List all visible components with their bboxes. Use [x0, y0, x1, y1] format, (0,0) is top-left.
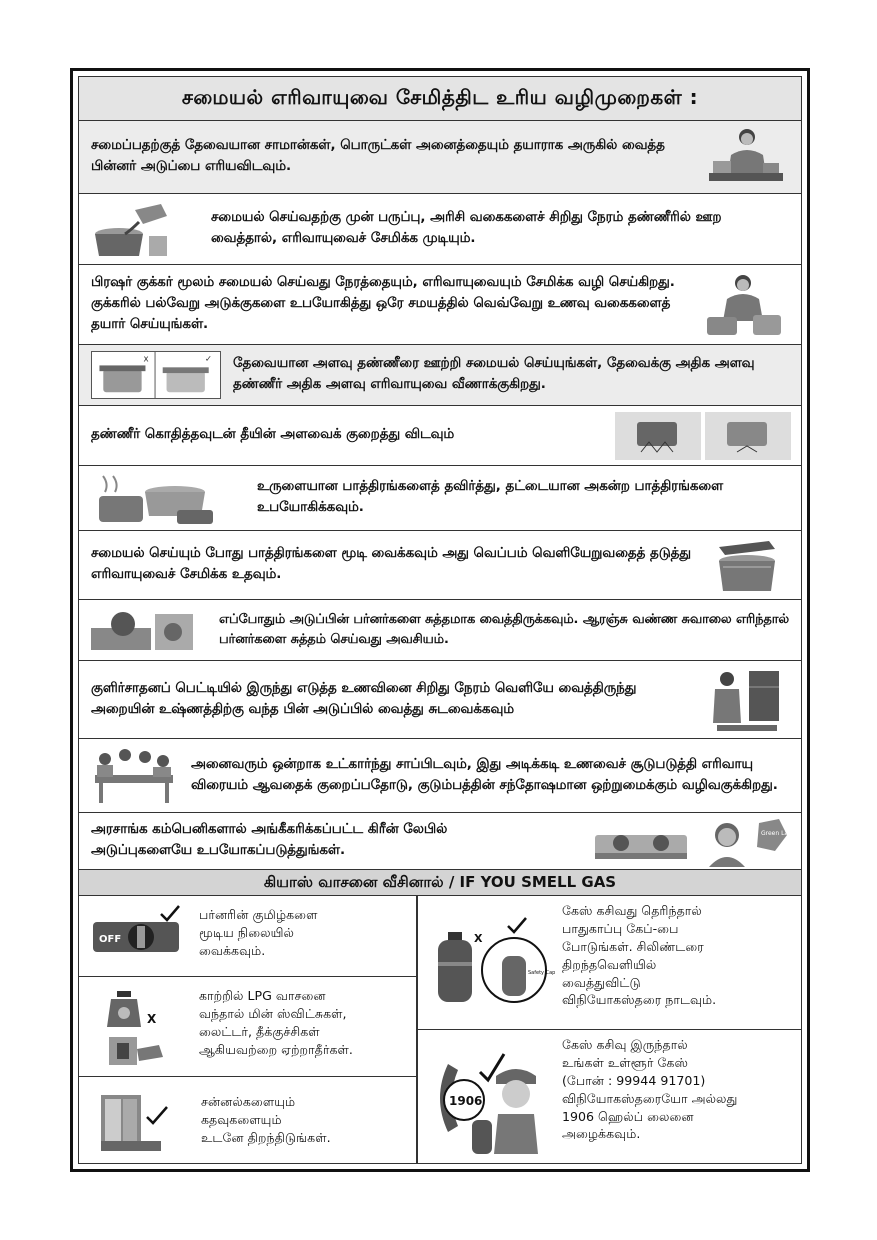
- water-pots-icon: [91, 351, 221, 399]
- pressure-cooker-woman-icon: [703, 271, 787, 339]
- gas-tip-text: பர்னரின் குமிழ்களை மூடிய நிலையில் வைக்கவும்.: [199, 907, 318, 958]
- svg-text:✓: ✓: [204, 354, 213, 365]
- tip-text: பிரஷர் குக்கர் மூலம் சமையல் செய்வது நேரத்தையும், எரிவாயுவையும் சேமிக்க வழி செய்கிறது. குக்கரில் பல்வேறு அடுக்குகளை உபயோகித்து ஒரே சமயத்தில் வெவ்வேறு உணவு வகைகளைத் தயார் செய்யுங்கள்.: [91, 275, 675, 332]
- tip-row-1: [79, 121, 801, 194]
- flame-reduce-icon: [615, 412, 791, 460]
- cooking-woman-icon: [701, 125, 791, 189]
- gas-left-cell-3: [79, 1077, 416, 1167]
- gas-tip-text: கேஸ் கசிவு இருந்தால் உங்கள் உள்ளூர் கேஸ் (போன் : 99944 91701) விநியோகஸ்தரையோ அல்லது 1906 ஹெல்ப் லைனை அழைக்கவும்.: [562, 1037, 738, 1142]
- gas-right-cell-1: [418, 896, 801, 1030]
- helpline-number: 1906: [449, 1094, 483, 1108]
- tip-row-10: [79, 739, 801, 813]
- svg-text:X: X: [147, 1012, 157, 1026]
- open-window-icon: [99, 1091, 173, 1153]
- tip-row-4: [79, 345, 801, 406]
- gas-section-heading: கியாஸ் வாசனை வீசினால் / IF YOU SMELL GAS: [79, 870, 801, 896]
- tip-row-8: [79, 600, 801, 661]
- no-flame-switch-icon: [103, 987, 173, 1069]
- tip-row-3: [79, 265, 801, 345]
- tip-row-5: [79, 406, 801, 466]
- gas-tip-text: கேஸ் கசிவது தெரிந்தால் பாதுகாப்பு கேப்-பை போடுங்கள். சிலிண்டரை திறந்தவெளியில் வைத்துவிட்டு விநியோகஸ்தரை நாடவும்.: [562, 903, 717, 1008]
- tip-text: சமைப்பதற்குத் தேவையான சாமான்கள், பொருட்கள் அனைத்தையும் தயாராக அருகில் வைத்த பின்னர் அடுப்பை எரியவிடவும்.: [91, 138, 665, 174]
- soaking-pot-icon: [91, 200, 177, 260]
- fridge-woman-icon: [707, 667, 787, 733]
- cylinder-safety-cap-icon: [430, 918, 556, 1010]
- gas-left-cell-2: [79, 977, 416, 1077]
- safety-cap-label: Safety Cap: [528, 970, 556, 976]
- covered-pot-icon: [709, 537, 787, 595]
- tip-row-2: [79, 194, 801, 265]
- green-label-woman-icon: [699, 817, 798, 867]
- gas-left-cell-1: [79, 896, 416, 977]
- tip-row-11: [79, 813, 801, 870]
- tip-row-6: [79, 466, 801, 531]
- tip-text: அனைவரும் ஒன்றாக உட்கார்ந்து சாப்பிடவும், இது அடிக்கடி உணவைச் சூடுபடுத்தி எரிவாயு விரையம் ஆவதைக் குறைப்பதோடு, குடும்பத்தின் சந்தோஷமான ஒற்றுமைக்கும் வழிவகுக்கிறது.: [191, 756, 778, 793]
- tip-text: குளிர்சாதனப் பெட்டியில் இருந்து எடுத்த உணவினை சிறிது நேரம் வெளியே வைத்திருந்து அறையின் உஷ்ணத்திற்கு வந்த பின் அடுப்பில் வைத்து சுடவைக்கவும்: [91, 680, 637, 717]
- green-label-badge: Green Label: [761, 830, 798, 837]
- gas-tip-text: சன்னல்களையும் கதவுகளையும் உடனே திறந்திடுங்கள்.: [201, 1094, 331, 1145]
- tip-row-9: [79, 661, 801, 739]
- poster-frame: [70, 68, 810, 1172]
- svg-text:x: x: [143, 354, 149, 365]
- family-dining-icon: [91, 745, 177, 807]
- gas-tip-text: காற்றில் LPG வாசனை வந்தால் மின் ஸ்விட்சுகள், லைட்டர், தீக்குச்சிகள் ஆகியவற்றை ஏற்றாதீர்கள்.: [199, 988, 353, 1057]
- page-title: சமையல் எரிவாயுவை சேமித்திட உரிய வழிமுறைகள் :: [79, 77, 801, 121]
- poster-inner: [78, 76, 802, 1164]
- tip-text: தண்ணீர் கொதித்தவுடன் தீயின் அளவைக் குறைத்து விடவும்: [91, 427, 455, 443]
- gas-stove-icon: [593, 823, 689, 863]
- tip-text: தேவையான அளவு தண்ணீரை ஊற்றி சமையல் செய்யுங்கள், தேவைக்கு அதிக அளவு தண்ணீர் அதிக அளவு எரிவாயுவை வீணாக்குகிறது.: [233, 356, 755, 392]
- tip-text: எப்போதும் அடுப்பின் பர்னர்களை சுத்தமாக வைத்திருக்கவும். ஆரஞ்சு வண்ண சுவாலை எரிந்தால் பர்னர்களை சுத்தம் செய்வது அவசியம்.: [219, 612, 789, 647]
- tip-text: சமையல் செய்வதற்கு முன் பருப்பு, அரிசி வகைகளைச் சிறிது நேரம் தண்ணீரில் ஊற வைத்தால், எரிவாயுவைச் சேமிக்க முடியும்.: [211, 210, 722, 246]
- tip-text: உருளையான பாத்திரங்களைத் தவிர்த்து, தட்டையான அகன்ற பாத்திரங்களை உபயோகிக்கவும்.: [257, 479, 724, 515]
- svg-text:X: X: [474, 932, 483, 945]
- burner-knob-off-icon: [91, 906, 183, 962]
- tip-row-7: [79, 531, 801, 600]
- burner-cleaning-icon: [91, 606, 197, 656]
- helpline-serviceman-icon: [432, 1042, 556, 1158]
- tip-text: சமையல் செய்யும் போது பாத்திரங்களை மூடி வைக்கவும் அது வெப்பம் வெளியேறுவதைத் தடுத்து எரிவாயுவைச் சேமிக்க உதவும்.: [91, 546, 691, 582]
- tip-text: அரசாங்க கம்பெனிகளால் அங்கீகரிக்கப்பட்ட கிரீன் லேபில் அடுப்புகளையே உபயோகப்படுத்துங்கள்.: [91, 822, 448, 858]
- gas-right-cell-2: [418, 1030, 801, 1167]
- off-label: OFF: [99, 934, 122, 945]
- flat-vessels-icon: [95, 472, 219, 526]
